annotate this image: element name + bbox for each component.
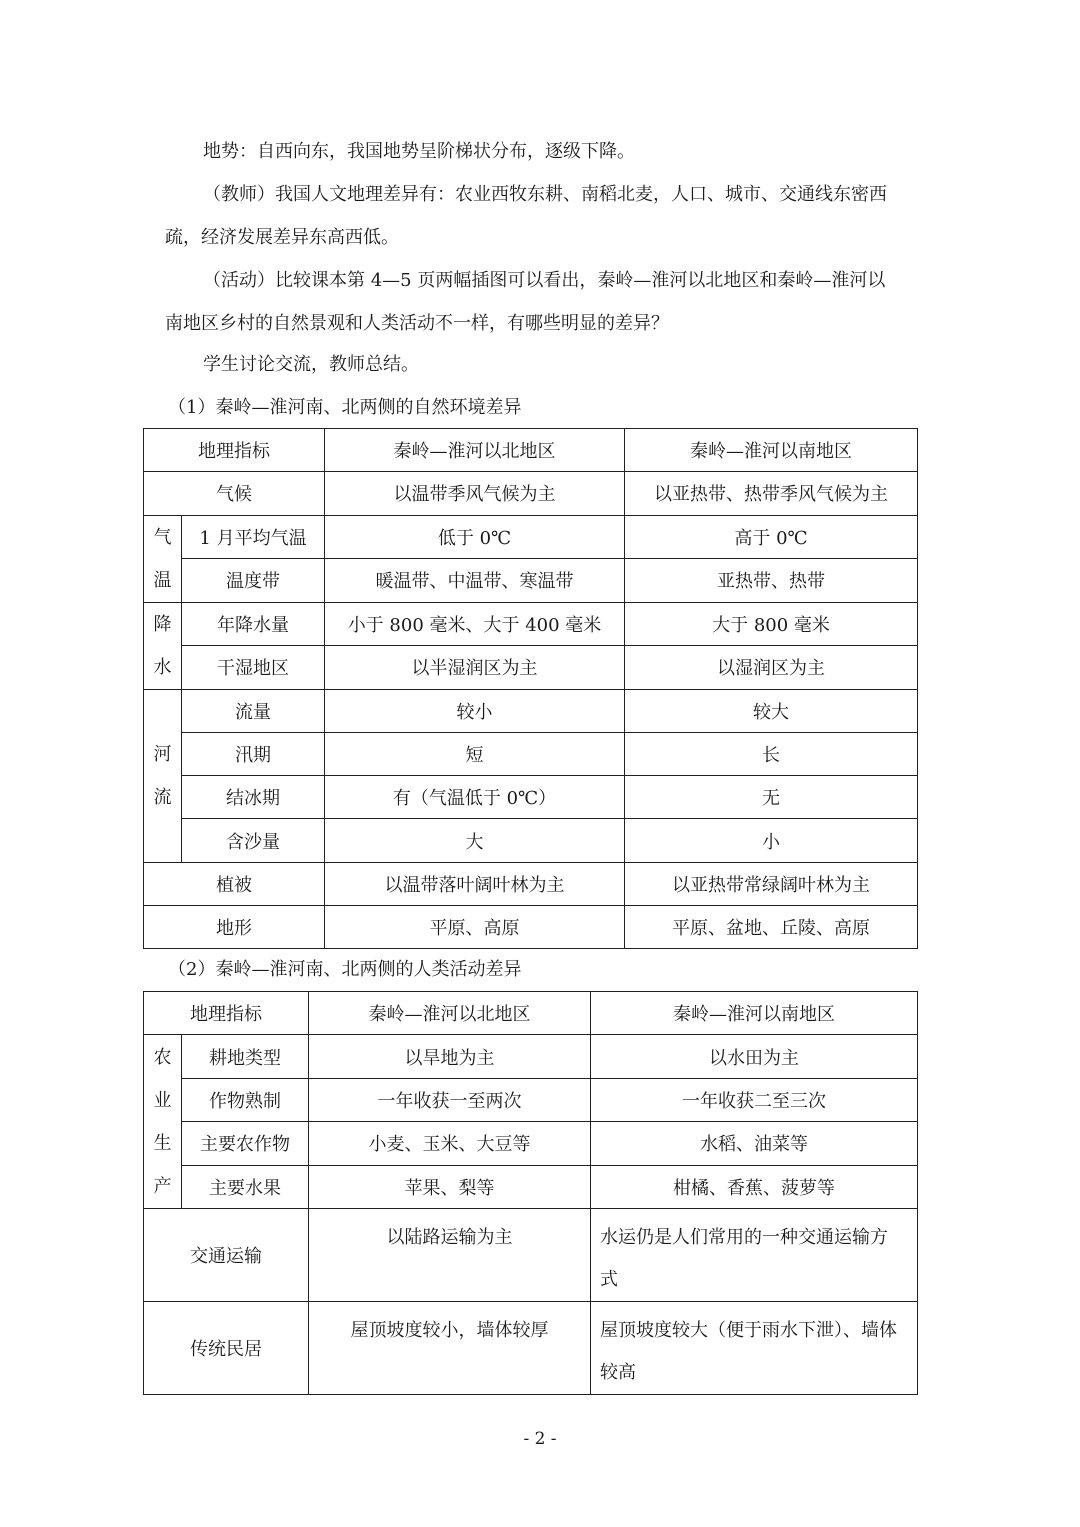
cell-south: 以亚热带常绿阔叶林为主 — [625, 862, 918, 905]
group-char: 降 — [153, 613, 172, 635]
cell-south: 水稻、油菜等 — [591, 1122, 918, 1165]
paragraph-terrain: 地势：自西向东，我国地势呈阶梯状分布，逐级下降。 — [203, 141, 635, 162]
cell-north: 苹果、梨等 — [309, 1165, 591, 1208]
table1-caption: （1）秦岭—淮河南、北两侧的自然环境差异 — [168, 397, 522, 418]
table-header-row — [144, 429, 918, 472]
cell-north: 小于 800 毫米、大于 400 毫米 — [325, 602, 625, 646]
cell-north: 小麦、玉米、大豆等 — [309, 1122, 591, 1165]
group-char: 业 — [153, 1089, 172, 1111]
table-row — [144, 862, 918, 905]
header-indicator: 地理指标 — [144, 992, 309, 1035]
paragraph-activity-line2: 南地区乡村的自然景观和人类活动不一样，有哪些明显的差异？ — [165, 313, 669, 334]
cell-north: 以旱地为主 — [309, 1035, 591, 1078]
row-label: 年降水量 — [182, 602, 325, 646]
row-label: 汛期 — [182, 732, 325, 775]
table-row — [144, 689, 918, 732]
header-north: 秦岭—淮河以北地区 — [325, 429, 625, 472]
cell-south: 大于 800 毫米 — [625, 602, 918, 646]
cell-text-line: 水运仍是人们常用的一种交通运输方 — [600, 1226, 888, 1248]
row-label: 1 月平均气温 — [182, 515, 325, 559]
cell-north: 以温带季风气候为主 — [325, 472, 625, 515]
cell-north: 大 — [325, 819, 625, 862]
group-char: 农 — [153, 1046, 172, 1068]
paragraph-teacher-line2: 疏，经济发展差异东高西低。 — [165, 227, 399, 248]
table-row — [144, 732, 918, 775]
cell-south: 以湿润区为主 — [625, 646, 918, 690]
paragraph-discussion: 学生讨论交流，教师总结。 — [203, 354, 419, 375]
natural-environment-table — [143, 428, 918, 949]
cell-south: 以亚热带、热带季风气候为主 — [625, 472, 918, 515]
cell-south: 亚热带、热带 — [625, 559, 918, 603]
human-activity-table — [143, 991, 918, 1395]
cell-south: 一年收获二至三次 — [591, 1078, 918, 1121]
row-label: 干湿地区 — [182, 646, 325, 690]
cell-north: 有（气温低于 0℃） — [325, 776, 625, 819]
group-label-agriculture — [144, 1035, 182, 1209]
table-row — [144, 515, 918, 559]
group-label-river — [144, 689, 182, 862]
cell-north: 低于 0℃ — [325, 515, 625, 559]
table-row — [144, 776, 918, 819]
table-row — [144, 906, 918, 949]
table-row — [144, 1078, 918, 1121]
cell-text-line: 较高 — [600, 1361, 636, 1383]
cell-north: 以半湿润区为主 — [325, 646, 625, 690]
cell-text-line: 屋顶坡度较大（便于雨水下泄）、墙体 — [600, 1319, 897, 1341]
group-char: 产 — [153, 1175, 172, 1197]
cell-south: 长 — [625, 732, 918, 775]
cell-north: 以温带落叶阔叶林为主 — [325, 862, 625, 905]
group-char: 温 — [153, 569, 172, 591]
table-row — [144, 1301, 918, 1394]
header-south: 秦岭—淮河以南地区 — [625, 429, 918, 472]
table-row — [144, 559, 918, 603]
group-char: 生 — [153, 1132, 172, 1154]
table-row — [144, 1035, 918, 1078]
group-char: 河 — [153, 743, 172, 765]
cell-north: 暖温带、中温带、寒温带 — [325, 559, 625, 603]
row-label: 地形 — [144, 906, 325, 949]
row-label: 作物熟制 — [182, 1078, 309, 1121]
cell-south: 小 — [625, 819, 918, 862]
paragraph-teacher-line1: （教师）我国人文地理差异有：农业西牧东耕、南稻北麦，人口、城市、交通线东密西 — [203, 184, 887, 205]
row-label: 气候 — [144, 472, 325, 515]
row-label: 主要水果 — [182, 1165, 309, 1208]
cell-north: 短 — [325, 732, 625, 775]
cell-south: 较大 — [625, 689, 918, 732]
row-label: 植被 — [144, 862, 325, 905]
table-header-row — [144, 992, 918, 1035]
table-row — [144, 819, 918, 862]
cell-north: 平原、高原 — [325, 906, 625, 949]
header-south: 秦岭—淮河以南地区 — [591, 992, 918, 1035]
group-char: 流 — [153, 786, 172, 808]
table-row — [144, 1208, 918, 1301]
cell-north: 屋顶坡度较小，墙体较厚 — [309, 1301, 591, 1394]
cell-south: 以水田为主 — [591, 1035, 918, 1078]
cell-south: 无 — [625, 776, 918, 819]
cell-south: 柑橘、香蕉、菠萝等 — [591, 1165, 918, 1208]
table-row — [144, 646, 918, 690]
row-label: 主要农作物 — [182, 1122, 309, 1165]
table2-caption: （2）秦岭—淮河南、北两侧的人类活动差异 — [168, 959, 522, 980]
table-row — [144, 1165, 918, 1208]
cell-south: 高于 0℃ — [625, 515, 918, 559]
table-row — [144, 602, 918, 646]
cell-north: 一年收获一至两次 — [309, 1078, 591, 1121]
cell-text-line: 式 — [600, 1268, 618, 1290]
cell-south — [591, 1208, 918, 1301]
cell-north: 较小 — [325, 689, 625, 732]
cell-south — [591, 1301, 918, 1394]
row-label: 流量 — [182, 689, 325, 732]
paragraph-activity-line1: （活动）比较课本第 4—5 页两幅插图可以看出，秦岭—淮河以北地区和秦岭—淮河以 — [203, 270, 886, 291]
row-label: 传统民居 — [144, 1301, 309, 1394]
cell-north: 以陆路运输为主 — [309, 1208, 591, 1301]
group-char: 气 — [153, 526, 172, 548]
group-char: 水 — [153, 656, 172, 678]
row-label: 温度带 — [182, 559, 325, 603]
row-label: 结冰期 — [182, 776, 325, 819]
group-label-precipitation — [144, 602, 182, 689]
table-row — [144, 1122, 918, 1165]
header-north: 秦岭—淮河以北地区 — [309, 992, 591, 1035]
row-label: 含沙量 — [182, 819, 325, 862]
table-row — [144, 472, 918, 515]
header-indicator: 地理指标 — [144, 429, 325, 472]
row-label: 耕地类型 — [182, 1035, 309, 1078]
cell-south: 平原、盆地、丘陵、高原 — [625, 906, 918, 949]
page-number: - 2 - — [523, 1429, 557, 1449]
row-label: 交通运输 — [144, 1208, 309, 1301]
group-label-temperature — [144, 515, 182, 602]
